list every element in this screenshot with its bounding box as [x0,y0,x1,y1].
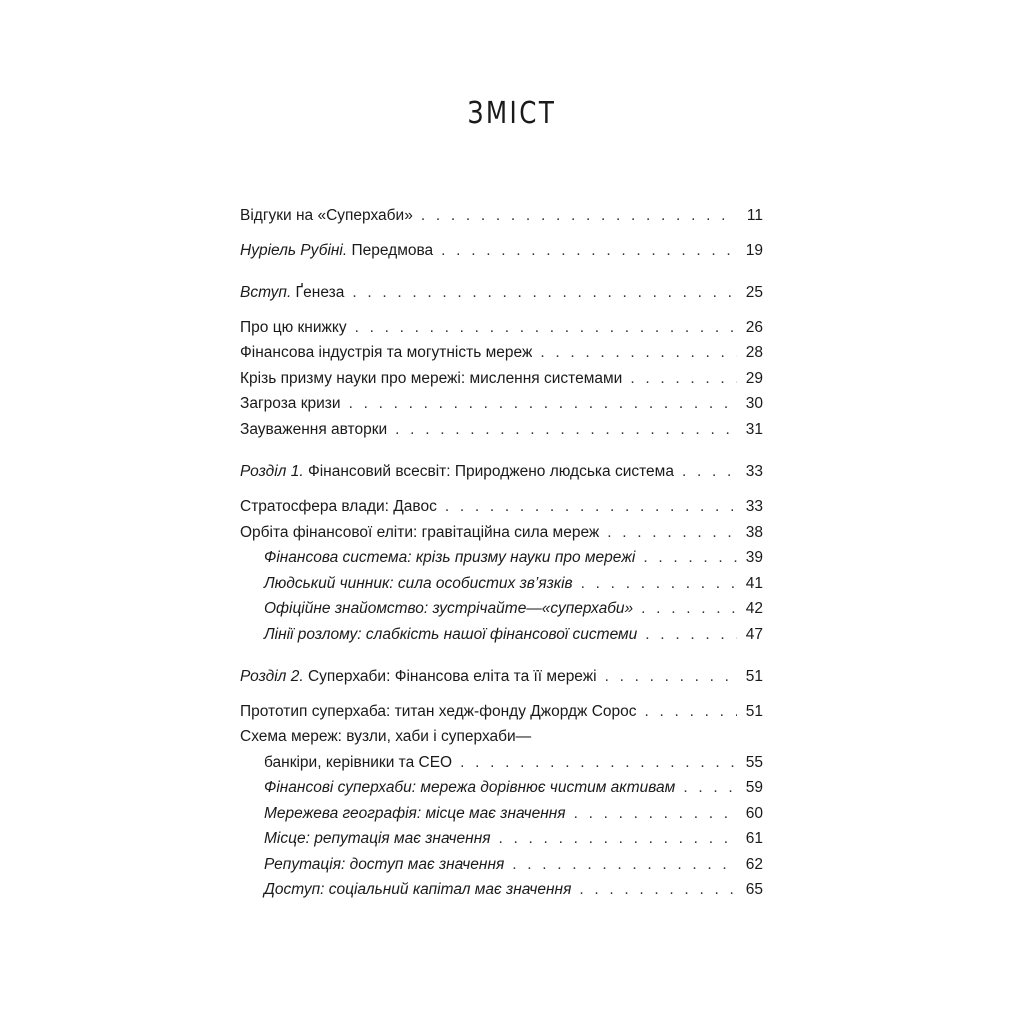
dot-leader [349,393,737,415]
entry-title: Крізь призму науки про мережі: мислення системами [240,370,623,387]
dot-leader [607,522,737,544]
toc-entry[interactable] [240,393,763,415]
entry-title: банкіри, керівники та СЕО [264,754,453,771]
toc-entry[interactable] [240,496,763,518]
dot-leader [352,282,737,304]
dot-leader [574,803,737,825]
toc-entry[interactable] [240,282,763,304]
toc-entry[interactable] [240,205,763,227]
dot-leader [512,854,737,876]
entry-title: Фінансова індустрія та могутність мереж [240,344,533,361]
entry-title: Розділ 2. Суперхаби: Фінансова еліта та її мережі [240,668,597,685]
entry-title: Зауваження авторки [240,421,388,438]
entry-title: Місце: репутація має значення [264,830,491,847]
dot-leader [395,419,737,441]
page-number: 33 [745,498,763,515]
page-number: 60 [745,805,763,822]
dot-leader [355,317,737,339]
toc-entry[interactable] [240,317,763,339]
entry-title: Стратосфера влади: Давос [240,498,437,515]
toc-entry[interactable] [264,854,763,876]
page-number: 61 [745,830,763,847]
toc-entry[interactable] [240,419,763,441]
page-number: 31 [745,421,763,438]
dot-leader [645,701,737,723]
page-number: 42 [745,600,763,617]
entry-title: Лінії розлому: слабкість нашої фінансової системи [264,626,638,643]
toc-entry[interactable] [264,598,763,620]
page-number: 38 [745,524,763,541]
toc-entry[interactable] [264,828,763,850]
page-number: 28 [745,344,763,361]
page-number: 33 [745,463,763,480]
dot-leader [643,547,737,569]
entry-title: Людський чинник: сила особистих зв’язків [264,575,573,592]
toc-entry[interactable] [240,666,763,688]
dot-leader [441,240,737,262]
dot-leader [445,496,737,518]
dot-leader [460,752,737,774]
entry-title: Відгуки на «Суперхаби» [240,207,413,224]
page-number: 11 [746,207,763,224]
dot-leader [581,573,737,595]
page-number: 30 [745,395,763,412]
toc-entry[interactable] [264,777,763,799]
entry-title: Доступ: соціальний капітал має значення [264,881,572,898]
entry-title: Прототип суперхаба: титан хедж-фонду Джордж Сорос [240,703,637,720]
entry-title: Орбіта фінансової еліти: гравітаційна сила мереж [240,524,600,541]
entry-title: Вступ. Ґенеза [240,284,345,301]
page-number: 26 [745,319,763,336]
toc-entry[interactable] [264,879,763,901]
toc-entry[interactable] [240,522,763,544]
entry-title: Репутація: доступ має значення [264,856,505,873]
page-number: 65 [745,881,763,898]
entry-title: Розділ 1. Фінансовий всесвіт: Природжено людська система [240,463,674,480]
entry-title: Офіційне знайомство: зустрічайте—«суперхаби» [264,600,634,617]
page-number: 25 [745,284,763,301]
toc-entry[interactable] [264,547,763,569]
toc-entry[interactable] [264,752,763,774]
dot-leader [421,205,737,227]
entry-title: Нуріель Рубіні. Передмова [240,242,434,259]
entry-title: Фінансова система: крізь призму науки про мережі [264,549,636,566]
page-number: 39 [745,549,763,566]
entry-title: Про цю книжку [240,319,347,336]
dot-leader [579,879,737,901]
dot-leader [683,777,737,799]
dot-leader [641,598,737,620]
toc-entry[interactable] [264,573,763,595]
dot-leader [630,368,737,390]
toc-entry[interactable] [264,803,763,825]
entry-title: Фінансові суперхаби: мережа дорівнює чистим активам [264,779,676,796]
page-number: 41 [745,575,763,592]
dot-leader [682,461,737,483]
page-title: ЗМІСТ [467,96,557,131]
toc-entry[interactable] [240,240,763,262]
dot-leader [645,624,737,646]
page-number: 47 [745,626,763,643]
toc-entry[interactable] [240,368,763,390]
page-number: 51 [745,668,763,685]
entry-title: Загроза кризи [240,395,341,412]
page-number: 59 [745,779,763,796]
entry-title: Мережева географія: місце має значення [264,805,566,822]
toc-entry-first-line: Схема мереж: вузли, хаби і суперхаби— [240,728,532,745]
page-number: 29 [745,370,763,387]
page-number: 55 [745,754,763,771]
page-number: 62 [745,856,763,873]
toc-entry[interactable] [264,624,763,646]
page-number: 51 [745,703,763,720]
toc-entry[interactable] [240,342,763,364]
dot-leader [540,342,737,364]
dot-leader [499,828,737,850]
toc-entry[interactable] [240,461,763,483]
page-number: 19 [745,242,763,259]
toc-entry[interactable] [240,701,763,723]
dot-leader [605,666,737,688]
